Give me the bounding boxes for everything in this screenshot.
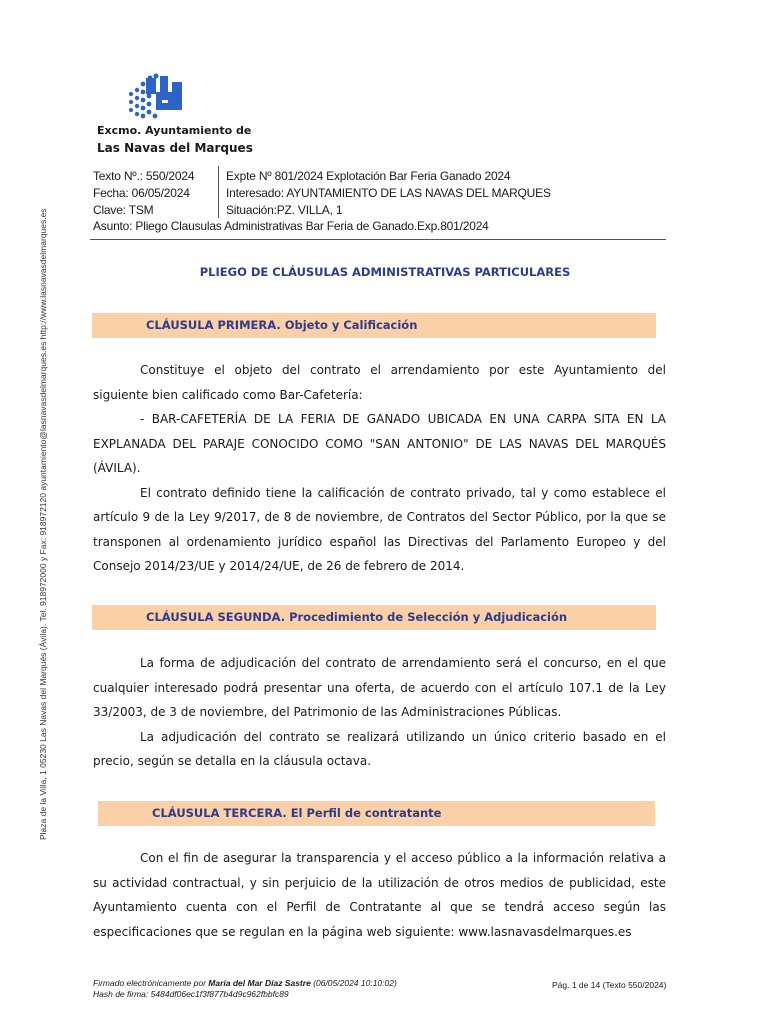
signed-prefix: Firmado electrónicamente por xyxy=(93,978,209,988)
clause-1-paragraph-1: Constituye el objeto del contrato el arrendamiento por este Ayuntamiento del siguiente bien calificado como Bar-Cafetería: xyxy=(93,363,666,402)
clause-2-heading-band xyxy=(92,605,656,630)
header-divider xyxy=(90,239,666,240)
clause-3-heading: CLÁUSULA TERCERA. El Perfil de contratante xyxy=(152,806,442,820)
clause-2-paragraph-1: La forma de adjudicación del contrato de arrendamiento será el concurso, en el que cualquier interesado podrá presentar una oferta, de acuerdo con el artículo 107.1 de la Ley 33/2003, de 3 de noviembre, del Patrimonio de las Administraciones Públicas. xyxy=(93,656,666,719)
clause-1-heading-band xyxy=(92,313,656,338)
clause-3-paragraph-1: Con el fin de asegurar la transparencia y el acceso público a la información relativa a su actividad contractual, y sin perjuicio de la utilización de otros medios de publicidad, este Ayuntamiento cuenta con el Perfil de Contratante al que se tendrá acceso según las especificaciones que se regulan en la página web siguiente: www.lasnavasdelmarques.es xyxy=(93,851,666,939)
sidebar-address: Plaza de la Villa, 1 05230 Las Navas del Marqués (Ávila). Tel. 918972000 y Fax: 918972120 ayuntamiento@lasnavasdelmarques.es http://www.lasnavasdelmarques.es xyxy=(38,208,48,840)
interesado: Interesado: AYUNTAMIENTO DE LAS NAVAS DEL MARQUES xyxy=(226,186,551,200)
situacion: Situación:PZ. VILLA, 1 xyxy=(226,203,343,217)
clause-3-heading-band xyxy=(98,801,655,826)
doc-meta-left xyxy=(93,168,194,219)
signed-date: (06/05/2024 10:10:02) xyxy=(310,978,397,988)
clause-2-paragraph-2: La adjudicación del contrato se realizará utilizando un único criterio basado en el precio, según se detalla en la cláusula octava. xyxy=(93,729,666,768)
asunto: Asunto: Pliego Clausulas Administrativas Bar Feria de Ganado.Exp.801/2024 xyxy=(93,219,489,233)
clause-1-paragraph-2: - BAR-CAFETERÍA DE LA FERIA DE GANADO UBICADA EN UNA CARPA SITA EN LA EXPLANADA DEL PARAJE CONOCIDO COMO "SAN ANTONIO" DE LAS NAVAS DEL MARQUÉS (ÁVILA). xyxy=(93,412,666,475)
signer-name: María del Mar Díaz Sastre xyxy=(208,978,311,988)
org-name-line1: Excmo. Ayuntamiento de xyxy=(97,124,252,137)
expediente: Expte Nº 801/2024 Explotación Bar Feria Ganado 2024 xyxy=(226,169,511,183)
clause-2-body xyxy=(93,651,666,774)
meta-divider xyxy=(218,166,219,218)
org-name-line2: Las Navas del Marques xyxy=(97,141,253,155)
clause-2-heading: CLÁUSULA SEGUNDA. Procedimiento de Selección y Adjudicación xyxy=(146,610,568,624)
clause-1-heading: CLÁUSULA PRIMERA. Objeto y Calificación xyxy=(146,318,418,332)
clause-1-paragraph-3: El contrato definido tiene la calificación de contrato privado, tal y como establece el artículo 9 de la Ley 9/2017, de 8 de noviembre, de Contratos del Sector Público, por la que se transponen al ordenamiento jurídico español las Directivas del Parlamento Europeo y del Consejo 2014/23/UE y 2014/24/UE, de 26 de febrero de 2014. xyxy=(93,485,666,573)
signature-hash: Hash de firma: 5484df06ec1f3f877b4d9c962fbbfc89 xyxy=(93,989,289,999)
clave: Clave: TSM xyxy=(93,203,154,217)
texto-number: Texto Nº.: 550/2024 xyxy=(93,169,195,183)
signature-footer xyxy=(93,978,397,1000)
town-logo xyxy=(126,72,186,124)
clause-1-body xyxy=(93,358,666,579)
page-number: Pág. 1 de 14 (Texto 550/2024) xyxy=(552,980,667,990)
doc-meta-right xyxy=(226,168,551,219)
clause-3-body xyxy=(93,846,666,944)
document-title: PLIEGO DE CLÁUSULAS ADMINISTRATIVAS PARTICULARES xyxy=(199,265,571,279)
fecha: Fecha: 06/05/2024 xyxy=(93,186,190,200)
